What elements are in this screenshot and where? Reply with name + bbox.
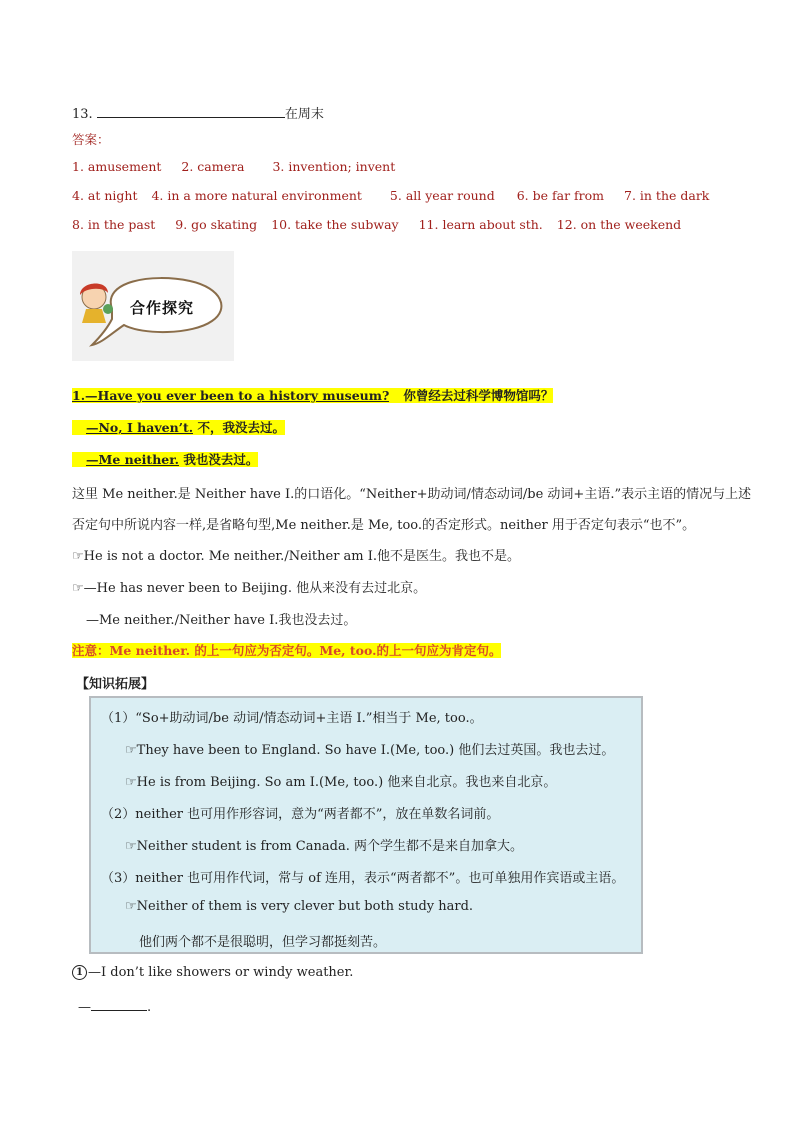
answer-item: 10. take the subway <box>271 217 399 232</box>
answers-row-2 <box>72 188 709 203</box>
dialog-answer-2-cn: 我也没去过。 <box>183 452 259 467</box>
explanation-line-2: 否定句中所说内容一样,是省略句型,Me neither.是 Me, too.的否定形式。neither 用于否定句表示“也不”。 <box>72 518 696 533</box>
answers-row-1 <box>72 159 395 174</box>
answers-row-3 <box>72 217 681 232</box>
dialog-question <box>72 386 553 404</box>
dialog-answer-1-en: —No, I haven’t. <box>86 420 194 435</box>
explanation-line-1: 这里 Me neither.是 Neither have I.的口语化。“Neither+助动词/情态动词/be 动词+主语.”表示主语的情况与上述 <box>72 487 752 502</box>
answer-item: 12. on the weekend <box>556 217 682 232</box>
question-13 <box>72 103 324 122</box>
answer-item: 4. in a more natural environment <box>151 188 362 203</box>
badge-title: 合作探究 <box>130 299 195 317</box>
answer-item: 2. camera <box>181 159 245 174</box>
pointer-icon: ☞ <box>125 899 137 914</box>
answer-blank[interactable] <box>97 105 285 118</box>
extension-example-3-text: Neither student is from Canada. 两个学生都不是来自加拿大。 <box>136 839 523 854</box>
exercise-number: 1 <box>72 965 87 980</box>
example-1-text: He is not a doctor. Me neither./Neither am I.他不是医生。我也不是。 <box>83 549 521 564</box>
answer-item: 8. in the past <box>72 217 156 232</box>
dialog-answer-2 <box>72 450 258 468</box>
pointer-icon: ☞ <box>125 743 137 758</box>
extension-line-3: （3）neither 也可用作代词，常与 of 连用，表示“两者都不”。也可单独用作宾语或主语。 <box>101 871 625 886</box>
question-suffix: 在周末 <box>284 107 324 122</box>
extension-example-1-text: They have been to England. So have I.(Me, too.) 他们去过英国。我也去过。 <box>136 743 615 758</box>
example-2-reply: —Me neither./Neither have I.我也没去过。 <box>86 613 357 628</box>
exercise-answer-prefix: — <box>78 1000 91 1015</box>
answer-item: 5. all year round <box>389 188 495 203</box>
exercise-question-text: —I don’t like showers or windy weather. <box>88 965 354 980</box>
extension-example-3 <box>125 835 523 854</box>
extension-example-4-text: Neither of them is very clever but both study hard. <box>136 899 474 914</box>
dialog-answer-1 <box>72 418 285 436</box>
dialog-answer-2-en: —Me neither. <box>86 452 180 467</box>
extension-example-1 <box>125 739 614 758</box>
exercise-answer-blank[interactable] <box>91 998 147 1011</box>
extension-example-2 <box>125 771 556 790</box>
example-2-text: —He has never been to Beijing. 他从来没有去过北京。 <box>83 581 427 596</box>
dialog-question-cn: 你曾经去过科学博物馆吗？ <box>403 388 554 403</box>
pointer-icon: ☞ <box>72 549 84 564</box>
note-text: 注意：Me neither. 的上一句应为否定句。Me, too.的上一句应为肯定句。 <box>72 643 502 658</box>
dialog-question-en: 1.—Have you ever been to a history museum? <box>72 388 390 403</box>
dialog-answer-1-cn: 不，我没去过。 <box>197 420 286 435</box>
extension-box <box>89 696 643 954</box>
extension-header: 【知识拓展】 <box>76 677 155 692</box>
example-1 <box>72 545 520 564</box>
question-number: 13. <box>72 107 97 122</box>
cooperation-badge <box>72 251 234 361</box>
extension-line-1: （1）“So+助动词/be 动词/情态动词+主语 I.”相当于 Me, too.。 <box>101 711 483 726</box>
extension-example-2-text: He is from Beijing. So am I.(Me, too.) 他来自北京。我也来自北京。 <box>136 775 557 790</box>
extension-example-4 <box>125 899 473 914</box>
answer-item: 4. at night <box>72 188 138 203</box>
pointer-icon: ☞ <box>125 775 137 790</box>
extension-line-2: （2）neither 也可用作形容词，意为“两者都不”，放在单数名词前。 <box>101 807 500 822</box>
exercise-answer <box>78 998 151 1015</box>
answer-item: 9. go skating <box>175 217 258 232</box>
note <box>72 641 501 659</box>
exercise-answer-suffix: . <box>147 1000 152 1015</box>
answer-item: 6. be far from <box>516 188 604 203</box>
example-2 <box>72 577 426 596</box>
exercise-question <box>72 965 353 980</box>
answer-item: 1. amusement <box>72 159 162 174</box>
girl-icon <box>80 283 113 323</box>
extension-example-4-translation: 他们两个都不是很聪明，但学习都挺刻苦。 <box>139 935 387 950</box>
pointer-icon: ☞ <box>72 581 84 596</box>
answer-item: 7. in the dark <box>624 188 710 203</box>
pointer-icon: ☞ <box>125 839 137 854</box>
answer-item: 11. learn about sth. <box>418 217 543 232</box>
answers-label: 答案： <box>72 132 110 147</box>
answer-item: 3. invention; invent <box>272 159 396 174</box>
